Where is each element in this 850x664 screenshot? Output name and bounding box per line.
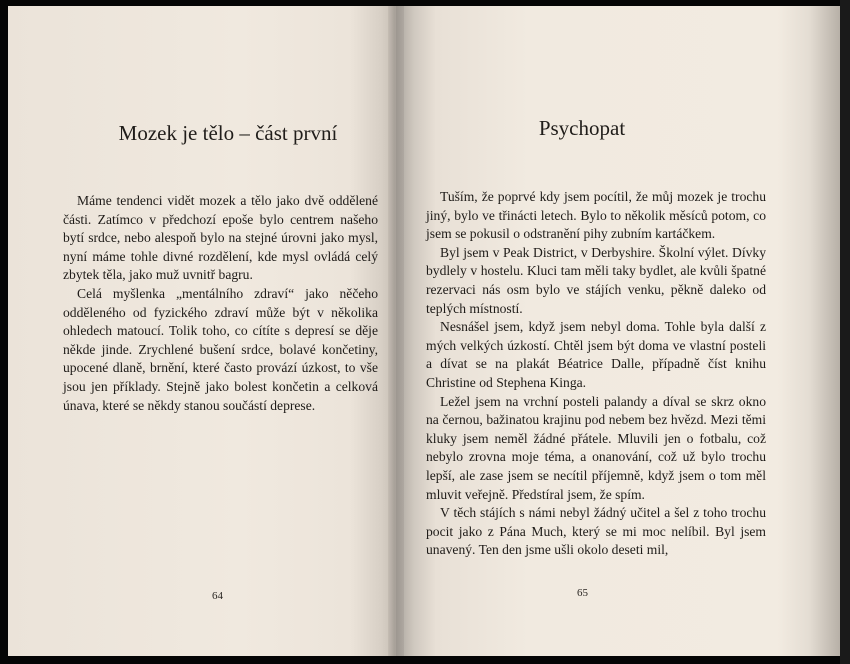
right-page [396, 6, 840, 656]
paragraph: Celá myšlenka „mentálního zdraví“ jako něčeho odděleného od fyzického zdraví může být v několika ohledech matoucí. Tolik toho, co cítíte s depresí se děje někde jinde. Zrychlené bušení srdce, bolavé končetiny, upocené dlaně, brnění, které často provází úzkost, to vše jsou jen příklady. Stejně jako bolest končetin a celková únava, které se někdy stanou součástí deprese. [63, 285, 378, 413]
paragraph: Tuším, že poprvé kdy jsem pocítil, že můj mozek je trochu jiný, bylo ve třinácti letech. Bylo to několik měsíců potom, co jsem se pokusil o odstranění pihy zubním kartáčkem. [426, 189, 766, 242]
paragraph: Máme tendenci vidět mozek a tělo jako dvě oddělené části. Zatímco v předchozí epoše bylo centrem našeho bytí srdce, nebo alespoň bylo na stejné úrovni jako mysl, nyní máme tohle divné rozdělení, kde mysl ovládá celý zbytek těla, jako muž uvnitř bagru. [63, 193, 378, 283]
paragraph: Ležel jsem na vrchní posteli palandy a díval se skrz okno na černou, bažinatou krajinu pod nebem bez hvězd. Mezi těmi kluky jsem neměl žádné přátele. Mluvili jen o fotbalu, což nebylo zrovna moje téma, a onanování, což už bylo trochu lepší, ale zase jsem se necítil příjemně, když jsem o tom měl mluvit veřejně. Předstíral jsem, že spím. [426, 393, 766, 502]
page-edge-shadow [840, 0, 850, 664]
paragraph: Nesnášel jsem, když jsem nebyl doma. Tohle byla další z mých velkých úzkostí. Chtěl jsem být doma ve vlastní posteli a dívat se na plakát Béatrice Dalle, případně číst knihu Christine od Stephena Kinga. [426, 319, 766, 390]
left-page [8, 6, 396, 656]
paragraph: V těch stájích s námi nebyl žádný učitel a šel z toho trochu pocit jako z Pána Much, který se mi moc nelíbil. Byl jsem unavený. Ten den jsme ušli okolo deseti mil, [426, 505, 766, 558]
chapter-heading: Mozek je tělo – část první [118, 121, 338, 145]
chapter-heading: Psychopat [538, 116, 626, 140]
page-number: 65 [577, 587, 588, 599]
chapter-body [426, 188, 766, 560]
page-number: 64 [212, 590, 223, 602]
paragraph: Byl jsem v Peak District, v Derbyshire. Školní výlet. Dívky bydlely v hostelu. Kluci tam měli taky bydlet, ale kvůli špatné rezervaci nás osm bylo ve stájích venku, pěkně daleko od teplých místností. [426, 244, 766, 316]
chapter-body [63, 192, 378, 415]
book-gutter [388, 6, 404, 656]
